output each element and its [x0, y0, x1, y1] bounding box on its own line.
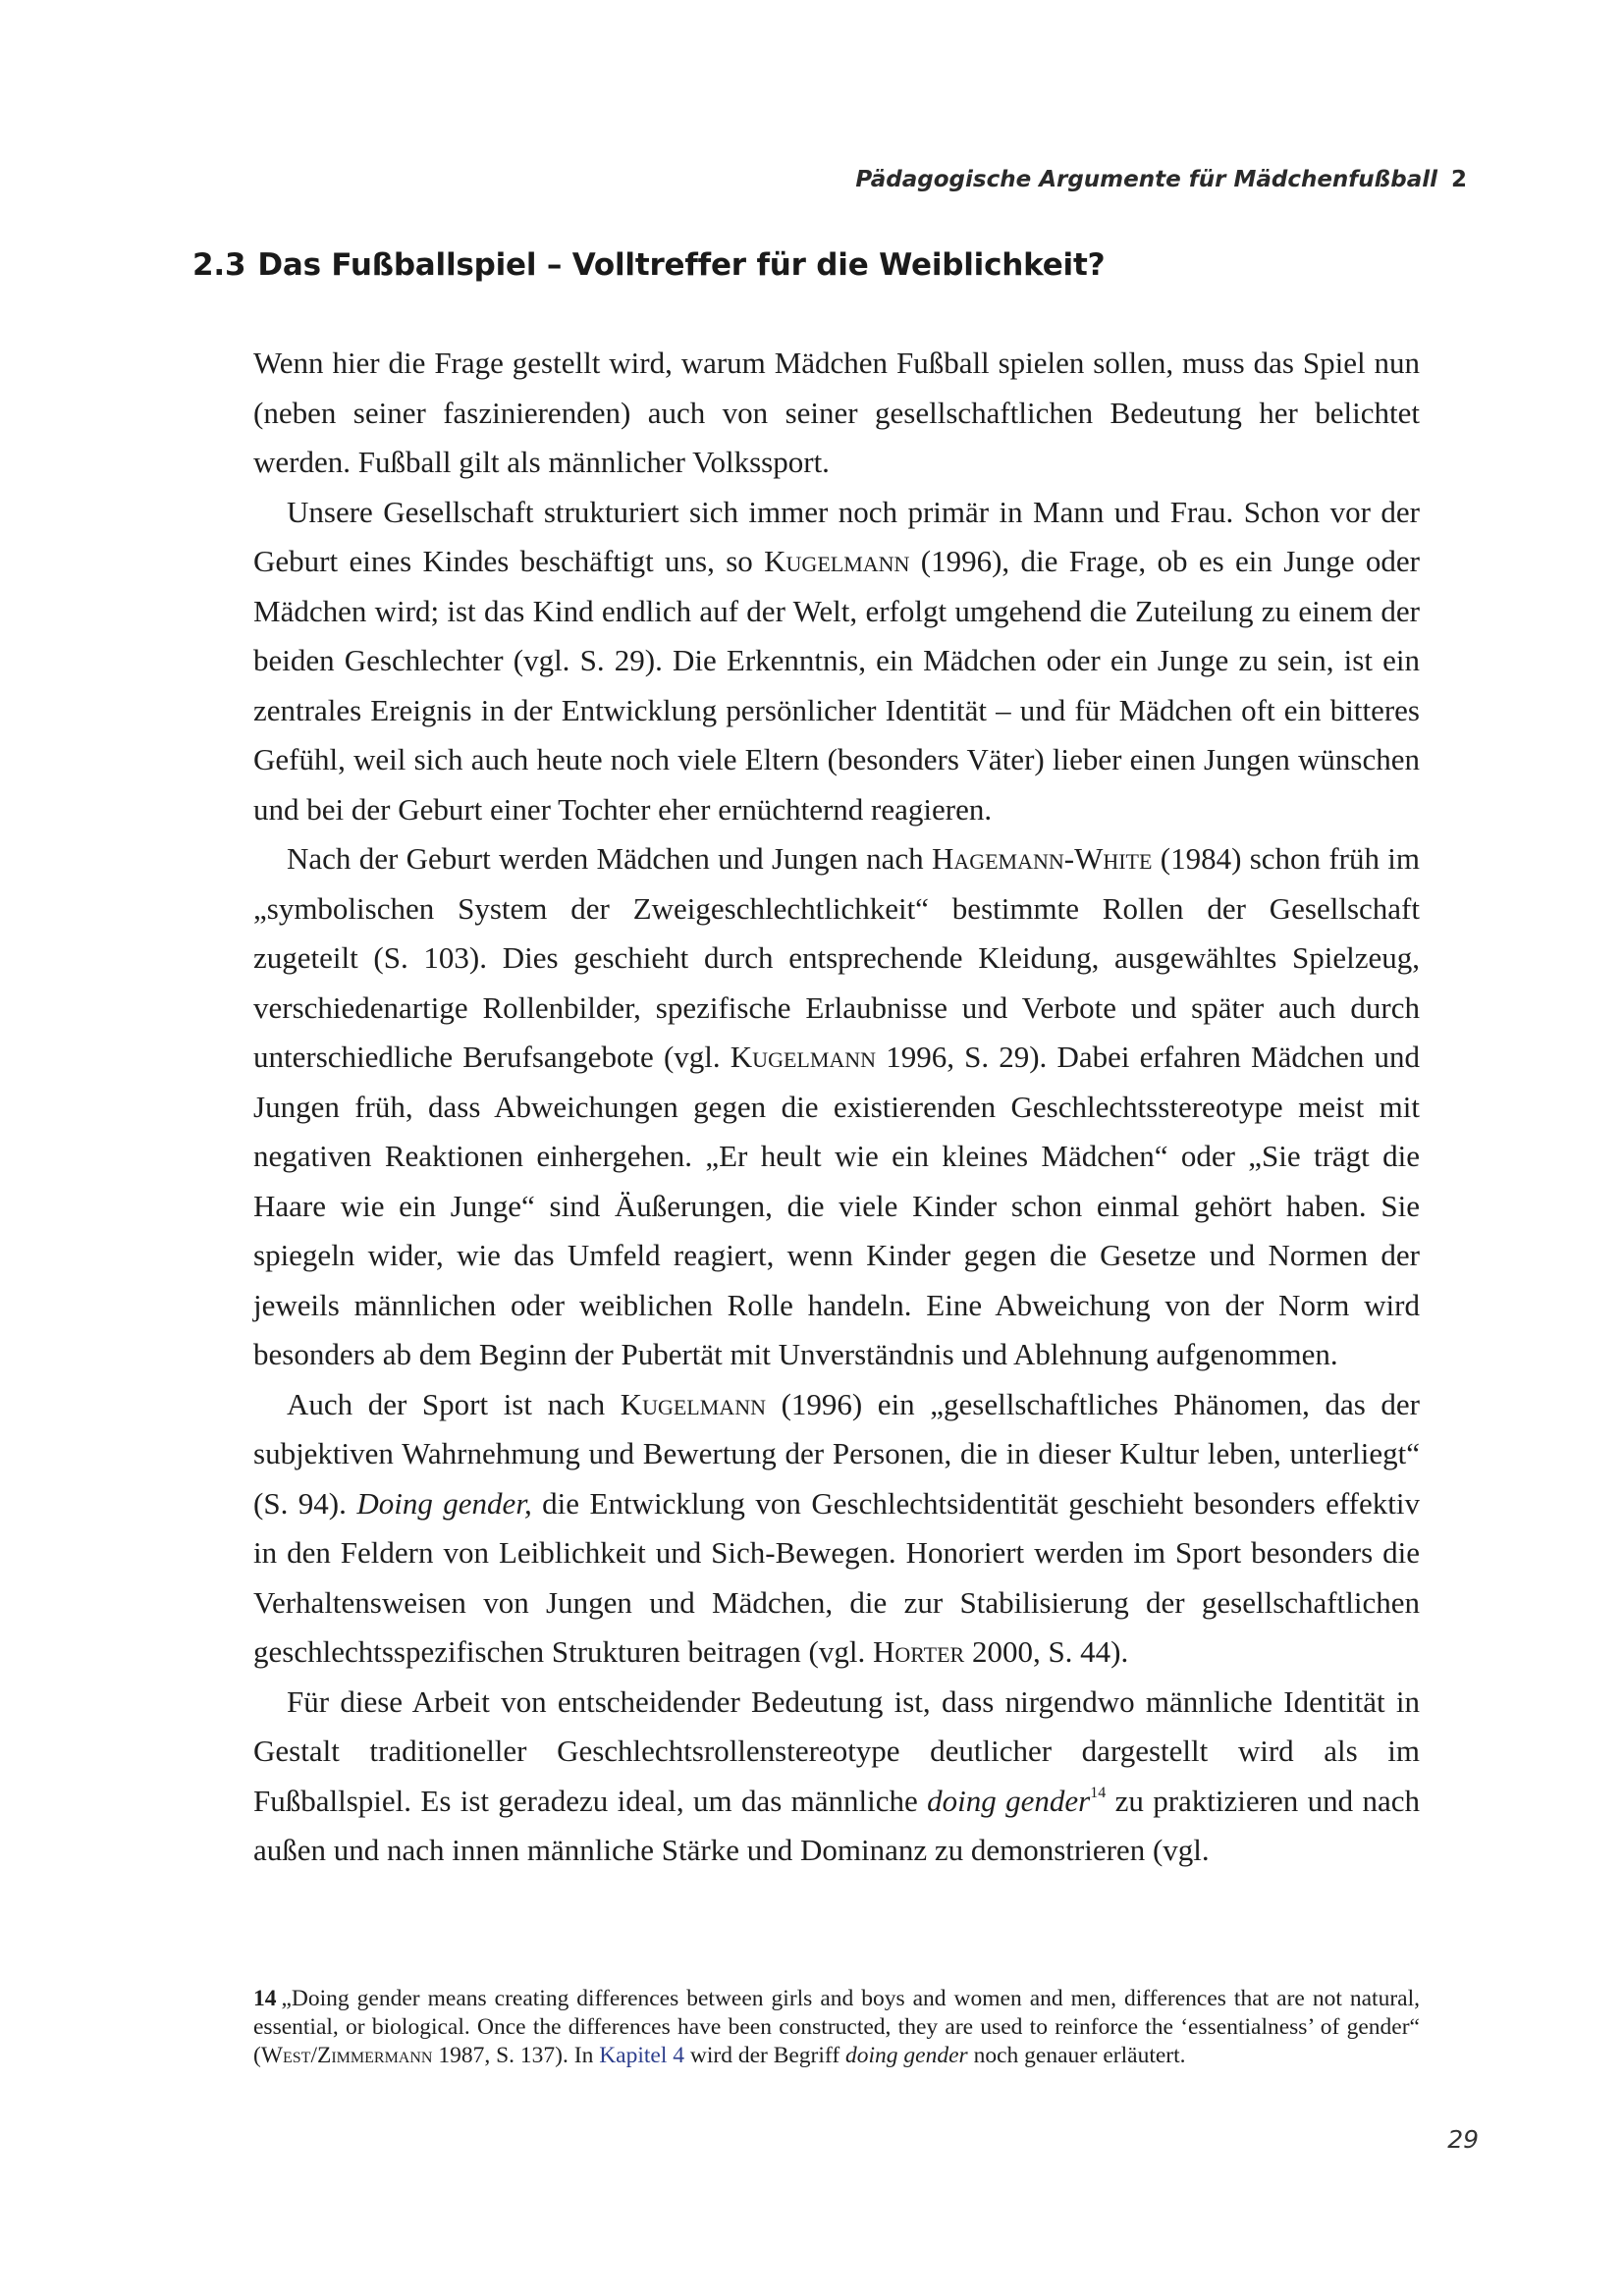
paragraph-3-text-c: 1996, S. 29). Dabei erfahren Mädchen und Jungen früh, dass Abweichungen gegen die existierenden Geschlechtsstereotype meist mit negativen Reaktionen einhergehen. „Er heult wie ein kleines Mädchen“ oder „Sie trägt die Haare wie ein Junge“ sind Äußerungen, die viele Kinder schon einmal gehört haben. Sie spiegeln wider, wie das Umfeld reagiert, wenn Kinder gegen die Gesetze und Normen der jeweils männlichen oder weiblichen Rolle handeln. Eine Abweichung von der Norm wird besonders ab dem Beginn der Pubertät mit Unverständnis und Ablehnung aufgenommen. — [253, 1040, 1421, 1371]
paragraph-1-text: Wenn hier die Frage gestellt wird, warum Mädchen Fußball spielen sollen, muss das Spiel nun (neben seiner faszinierenden) auch von seiner gesellschaftlichen Bedeutung her belichtet werden. Fußball gilt als männlicher Volkssport. — [253, 346, 1420, 479]
paragraph-5 — [253, 1678, 1420, 1876]
paragraph-5-text-a: Für diese Arbeit von entscheidender Bedeutung ist, dass nirgendwo männliche Identität in Gestalt traditioneller Geschlechtsrollenstereotype deutlicher dargestellt wird als im Fußballspiel. Es ist geradezu ideal, um das männliche — [253, 1683, 1420, 1818]
footnote-text-b: 1987, S. 137). In — [432, 2043, 600, 2068]
section-title: Das Fußballspiel – Volltreffer für die Weiblichkeit? — [257, 247, 1106, 283]
term-doing-gender: Doing gender, — [356, 1485, 532, 1521]
author-citation: Kugelmann — [730, 1040, 877, 1074]
paragraph-2-text-a: Unsere Gesellschaft strukturiert sich immer noch primär in Mann und Frau. Schon vor der Geburt eines Kindes beschäftigt uns, so — [253, 494, 1420, 578]
author-citation: Horter — [873, 1634, 965, 1669]
footnote — [253, 1985, 1420, 2070]
author-citation: Kugelmann — [620, 1386, 766, 1421]
footnote-text-c: wird der Begriff — [684, 2043, 846, 2068]
running-head-chapter-number: 2 — [1450, 167, 1467, 192]
paragraph-4 — [253, 1380, 1420, 1678]
body-text — [253, 339, 1420, 1876]
paragraph-5-text-b: zu praktizieren und nach außen und nach innen männliche Stärke und Dominanz zu demonstrieren (vgl. — [253, 1783, 1420, 1867]
paragraph-4-text-c: die Entwicklung von Geschlechtsidentität geschieht besonders effektiv in den Feldern von Leiblichkeit und Sich-Bewegen. Honoriert werden im Sport besonders die Verhaltensweisen von Jungen und Mädchen, die zur Stabilisierung der gesellschaftlichen geschlechtsspezifischen Strukturen beitragen (vgl. — [253, 1485, 1420, 1669]
footnote-text-a: „Doing gender means creating differences between girls and boys and women and men, differences that are not natural, essential, or biological. Once the differences have been constructed, they are used to reinforce the ‘essentialness’ of gender“ ( — [253, 1986, 1420, 2068]
paragraph-1 — [253, 339, 1420, 488]
page-number: 29 — [1447, 2125, 1479, 2154]
running-head-title: Pädagogische Argumente für Mädchenfußball — [855, 167, 1437, 192]
footnote-reference[interactable]: 14 — [1090, 1784, 1107, 1801]
author-citation: Hagemann-White — [931, 841, 1153, 876]
paragraph-4-text-d: 2000, S. 44). — [964, 1634, 1129, 1669]
running-head — [855, 167, 1467, 192]
section-number: 2.3 — [192, 247, 246, 283]
paragraph-3-text-a: Nach der Geburt werden Mädchen und Jungen nach — [287, 841, 932, 876]
term-doing-gender: doing gender — [845, 2043, 968, 2068]
footnote-number: 14 — [253, 1986, 277, 2011]
paragraph-4-text-b: (1996) ein „gesellschaftliches Phänomen, das der subjektiven Wahrnehmung und Bewertung der Personen, die in dieser Kultur leben, unterliegt“ (S. 94). — [253, 1386, 1420, 1521]
section-heading — [192, 247, 1105, 283]
paragraph-3 — [253, 834, 1420, 1380]
paragraph-2-text-b: (1996), die Frage, ob es ein Junge oder Mädchen wird; ist das Kind endlich auf der Welt, erfolgt umgehend die Zuteilung zu einem der beiden Geschlechter (vgl. S. 29). Die Erkenntnis, ein Mädchen oder ein Junge zu sein, ist ein zentrales Ereignis in der Entwicklung persönlicher Identität – und für Mädchen oft ein bitteres Gefühl, weil sich auch heute noch viele Eltern (besonders Väter) lieber einen Jungen wünschen und bei der Geburt einer Tochter eher ernüchternd reagieren. — [253, 544, 1421, 827]
term-doing-gender: doing gender — [927, 1783, 1091, 1818]
author-citation: Kugelmann — [764, 544, 910, 578]
footnote-text-d: noch genauer erläutert. — [967, 2043, 1186, 2068]
author-citation: West/Zimmermann — [260, 2043, 433, 2068]
paragraph-4-text-a: Auch der Sport ist nach — [287, 1386, 621, 1421]
paragraph-2 — [253, 488, 1420, 835]
chapter-link[interactable]: Kapitel 4 — [599, 2043, 684, 2068]
paragraph-3-text-b: (1984) schon früh im „symbolischen System der Zweigeschlechtlichkeit“ bestimmte Rollen der Gesellschaft zugeteilt (S. 103). Dies geschieht durch entsprechende Kleidung, ausgewähltes Spielzeug, verschiedenartige Rollenbilder, spezifische Erlaubnisse und Verbote und später auch durch unterschiedliche Berufsangebote (vgl. — [253, 841, 1421, 1074]
